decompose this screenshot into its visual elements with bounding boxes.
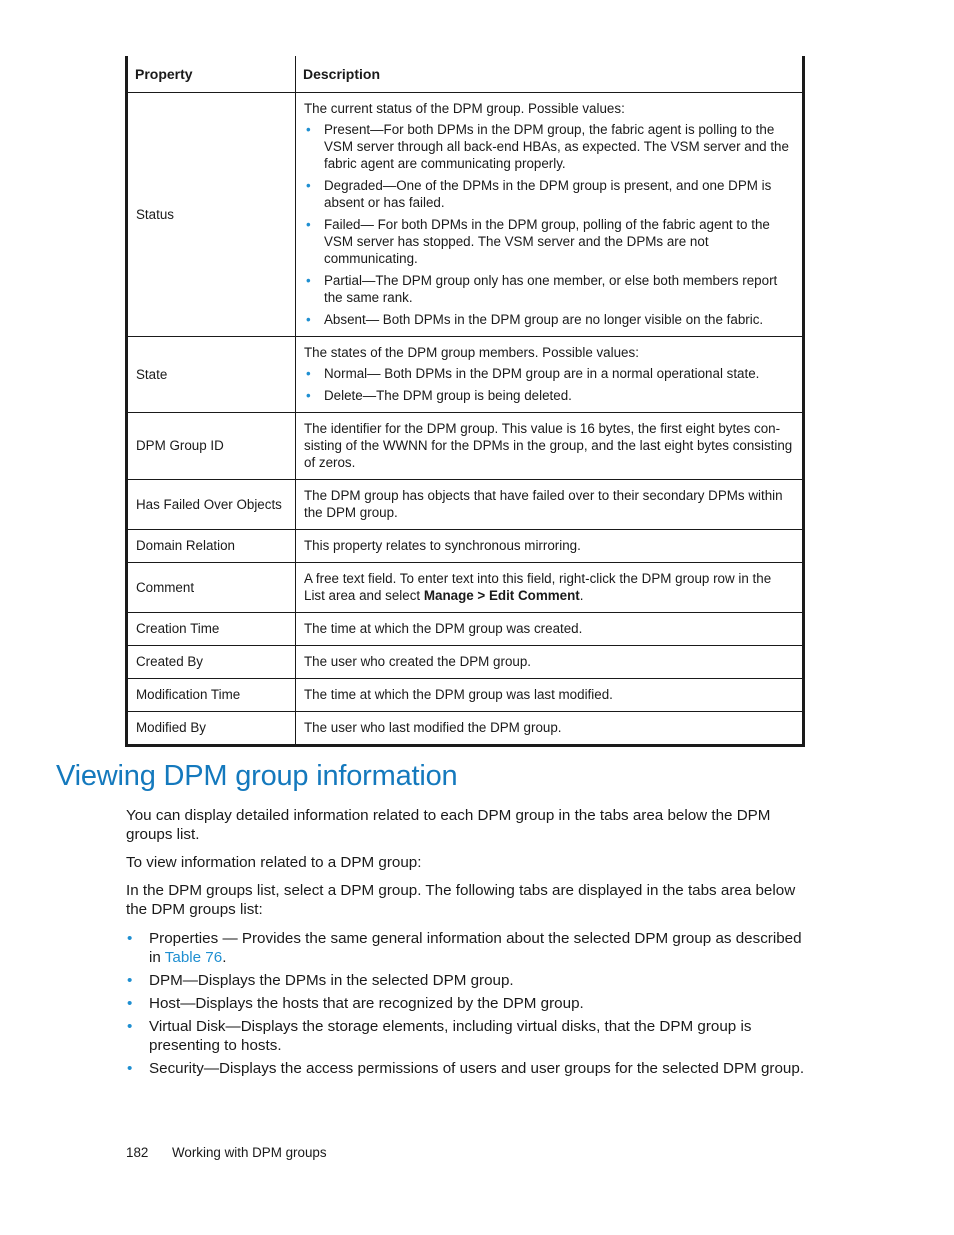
status-values-list [304, 121, 795, 328]
property-name: Has Failed Over Objects [127, 480, 296, 530]
paragraph: In the DPM groups list, select a DPM group. The following tabs are displayed in the tabs area below the DPM groups list: [126, 882, 796, 918]
comment-desc-end: . [579, 588, 584, 603]
property-description [296, 563, 804, 613]
property-name: Status [127, 93, 296, 337]
table-row [127, 679, 804, 712]
table-row [127, 530, 804, 563]
list-item-text: Properties — Provides the same general information about the selected DPM group as described in [149, 930, 802, 966]
table-row [127, 712, 804, 746]
list-item: • Failed— For both DPMs in the DPM group, polling of the fabric agent to the VSM server has stopped. The VSM server and the DPMs are not communicating. [304, 216, 795, 267]
list-item: • DPM—Displays the DPMs in the selected DPM group. [126, 971, 806, 990]
page-footer [126, 1145, 327, 1160]
property-description: The time at which the DPM group was created. [296, 613, 804, 646]
table-row [127, 480, 804, 530]
list-item: • Virtual Disk—Displays the storage elements, including virtual disks, that the DPM group is presenting to hosts. [126, 1017, 806, 1055]
property-name: State [127, 337, 296, 413]
property-name: Domain Relation [127, 530, 296, 563]
property-name: Comment [127, 563, 296, 613]
column-header-property: Property [127, 56, 296, 93]
table-row [127, 613, 804, 646]
list-item-properties [126, 929, 806, 967]
property-description: The identifier for the DPM group. This value is 16 bytes, the first eight bytes con-sisting of the WWNN for the DPMs in the group, and the last eight bytes consisting of zeros. [296, 413, 804, 480]
dpm-group-properties-table [125, 56, 805, 747]
comment-desc-text: A free text field. To enter text into this field, right-click the DPM group row in the List area and select [304, 571, 772, 603]
tabs-list [126, 929, 806, 1078]
property-name: Modification Time [127, 679, 296, 712]
property-description: This property relates to synchronous mirroring. [296, 530, 804, 563]
description-intro: The current status of the DPM group. Possible values: [304, 101, 625, 116]
section-body [126, 806, 806, 1082]
list-item: • Normal— Both DPMs in the DPM group are in a normal operational state. [304, 365, 795, 382]
list-item: • Security—Displays the access permissions of users and user groups for the selected DPM group. [126, 1059, 806, 1078]
paragraph: To view information related to a DPM group: [126, 854, 422, 871]
property-name: Created By [127, 646, 296, 679]
description-intro: The states of the DPM group members. Possible values: [304, 345, 639, 360]
table-row-status [127, 93, 804, 337]
menu-path: Manage > Edit Comment [423, 588, 580, 603]
table-header-row [127, 56, 804, 93]
list-item: • Delete—The DPM group is being deleted. [304, 387, 795, 404]
page-number: 182 [126, 1145, 149, 1160]
property-name: DPM Group ID [127, 413, 296, 480]
property-description: The user who last modified the DPM group. [296, 712, 804, 746]
section-heading: Viewing DPM group information [56, 760, 458, 792]
list-item: • Host—Displays the hosts that are recognized by the DPM group. [126, 994, 806, 1013]
property-description [296, 93, 804, 337]
property-description: The time at which the DPM group was last modified. [296, 679, 804, 712]
table-row-comment [127, 563, 804, 613]
list-item: • Partial—The DPM group only has one member, or else both members report the same rank. [304, 272, 795, 306]
column-header-description: Description [296, 56, 804, 93]
paragraph: You can display detailed information related to each DPM group in the tabs area below the DPM groups list. [126, 807, 771, 843]
property-description [296, 337, 804, 413]
list-item: • Present—For both DPMs in the DPM group, the fabric agent is polling to the VSM server through all back-end HBAs, as expected. The VSM server and the fabric agent are communicating properly. [304, 121, 795, 172]
chapter-title: Working with DPM groups [172, 1145, 327, 1160]
property-name: Creation Time [127, 613, 296, 646]
list-item: • Degraded—One of the DPMs in the DPM group is present, and one DPM is absent or has failed. [304, 177, 795, 211]
list-item: • Absent— Both DPMs in the DPM group are no longer visible on the fabric. [304, 311, 795, 328]
property-description: The user who created the DPM group. [296, 646, 804, 679]
table-76-link[interactable]: Table 76 [164, 949, 223, 966]
state-values-list [304, 365, 795, 404]
list-item-end: . [222, 949, 227, 966]
property-name: Modified By [127, 712, 296, 746]
table-row [127, 413, 804, 480]
table-row-state [127, 337, 804, 413]
table-row [127, 646, 804, 679]
property-description: The DPM group has objects that have failed over to their secondary DPMs within the DPM group. [296, 480, 804, 530]
